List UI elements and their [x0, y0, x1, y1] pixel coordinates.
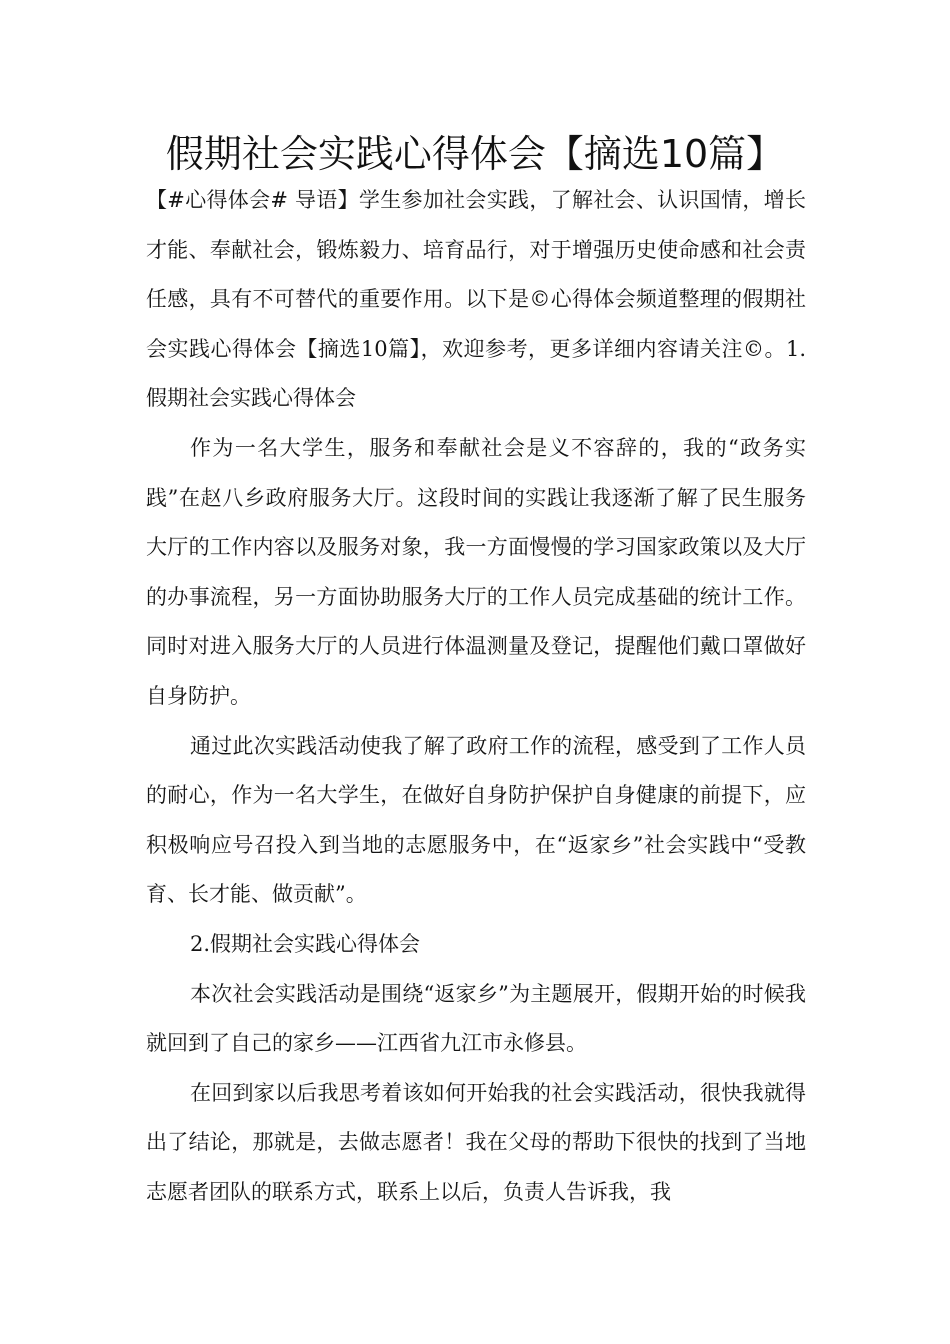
- intro-paragraph: 【#心得体会# 导语】学生参加社会实践，了解社会、认识国情，增长才能、奉献社会，锻炼毅力、培育品行，对于增强历史使命感和社会责任感，具有不可替代的重要作用。以下是©心得体会频道整理的假期社会实践心得体会【摘选10篇】，欢迎参考，更多详细内容请关注©。1.假期社会实践心得体会: [146, 188, 806, 411]
- document-title: 假期社会实践心得体会【摘选10篇】: [165, 132, 785, 176]
- body-paragraph: 通过此次实践活动使我了解了政府工作的流程，感受到了工作人员的耐心，作为一名大学生，在做好自身防护保护自身健康的前提下，应积极响应号召投入到当地的志愿服务中，在“返家乡”社会实践中“受教育、长才能、做贡献”。: [146, 733, 806, 907]
- body-paragraph: 作为一名大学生，服务和奉献社会是义不容辞的，我的“政务实践”在赵八乡政府服务大厅。这段时间的实践让我逐渐了解了民生服务大厅的工作内容以及服务对象，我一方面慢慢的学习国家政策以及大厅的办事流程，另一方面协助服务大厅的工作人员完成基础的统计工作。同时对进入服务大厅的人员进行体温测量及登记，提醒他们戴口罩做好自身防护。: [146, 435, 806, 708]
- body-paragraph: 本次社会实践活动是围绕“返家乡”为主题展开，假期开始的时候我就回到了自己的家乡——江西省九江市永修县。: [146, 981, 806, 1056]
- document-body: [146, 176, 806, 1217]
- section-heading: 2.假期社会实践心得体会: [190, 931, 421, 956]
- body-paragraph: 在回到家以后我思考着该如何开始我的社会实践活动，很快我就得出了结论，那就是，去做志愿者！我在父母的帮助下很快的找到了当地志愿者团队的联系方式，联系上以后，负责人告诉我，我: [146, 1080, 806, 1204]
